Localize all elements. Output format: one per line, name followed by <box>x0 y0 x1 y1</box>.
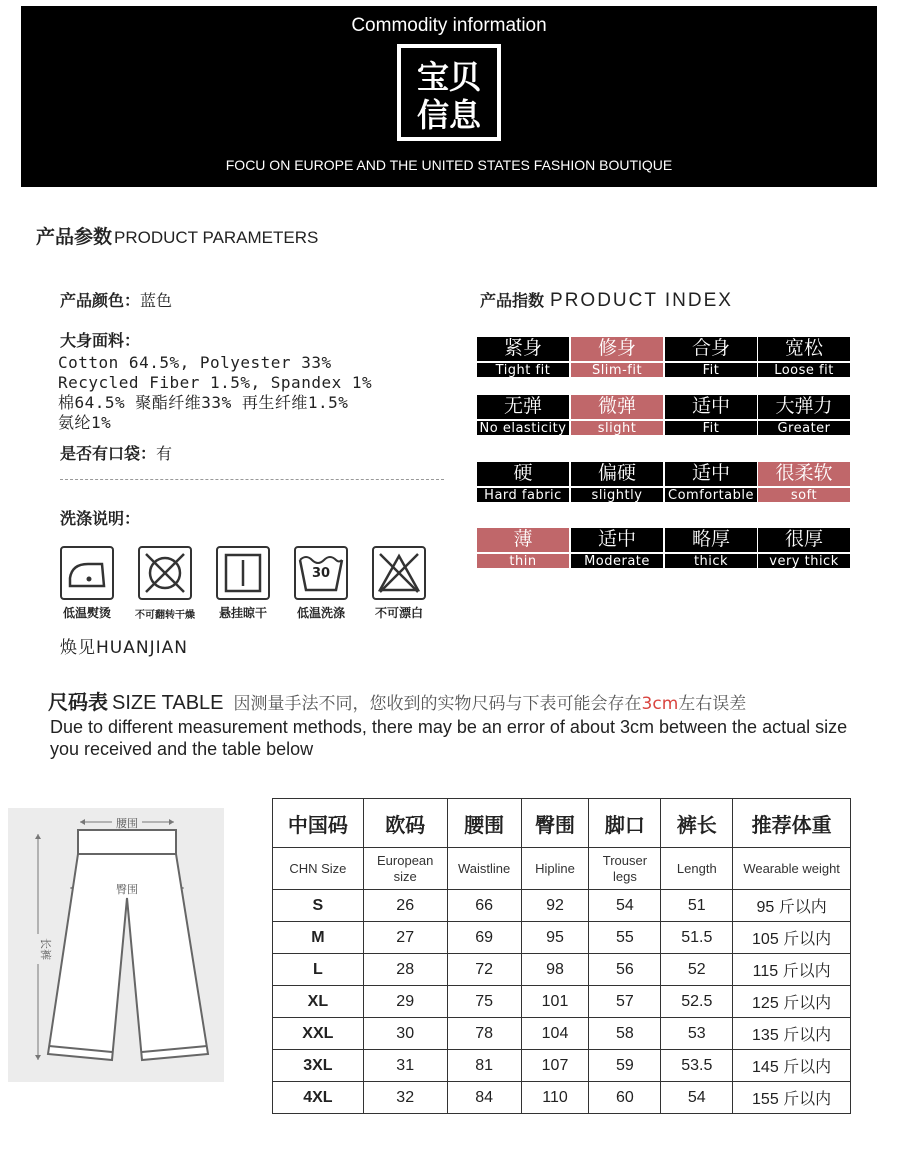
wash-temperature: 30 <box>311 566 331 581</box>
size-cell: 4XL <box>273 1082 364 1114</box>
care-label: 低温熨烫 <box>62 606 111 620</box>
table-row <box>273 1018 851 1050</box>
index-cell-cn: 略厚 <box>691 528 730 550</box>
index-cell-cn: 适中 <box>691 462 730 484</box>
header-en: CHN Size <box>273 848 364 890</box>
fabric-line: Recycled Fiber 1.5%, Spandex 1% <box>58 373 373 392</box>
care-label: 低温洗涤 <box>296 606 345 620</box>
table-row <box>273 1050 851 1082</box>
index-cell-en: soft <box>758 486 850 502</box>
header-row-en <box>273 848 851 890</box>
index-cell <box>571 462 663 502</box>
table-cell: 29 <box>363 986 447 1018</box>
index-cell <box>758 528 850 568</box>
header-cn: 中国码 <box>273 799 364 848</box>
table-cell: 58 <box>589 1018 661 1050</box>
header-cn: 腰围 <box>447 799 521 848</box>
table-cell: 95 <box>521 922 589 954</box>
care-label: 不可漂白 <box>374 606 423 620</box>
header-en: Length <box>661 848 733 890</box>
pocket-value: 有 <box>156 444 173 463</box>
index-cell-cn: 适中 <box>597 528 636 550</box>
header-banner <box>21 6 877 187</box>
size-cell: XXL <box>273 1018 364 1050</box>
index-cell <box>477 462 569 502</box>
index-cell-en: slight <box>571 419 663 435</box>
size-cell: S <box>273 890 364 922</box>
table-cell: 27 <box>363 922 447 954</box>
index-cell <box>758 395 850 435</box>
index-cell-cn: 适中 <box>691 395 730 417</box>
color-label: 产品颜色： <box>60 291 141 310</box>
table-row <box>273 922 851 954</box>
table-cell: 28 <box>363 954 447 986</box>
table-cell: 54 <box>589 890 661 922</box>
index-cell-cn: 很柔软 <box>775 462 833 484</box>
table-cell: 75 <box>447 986 521 1018</box>
table-cell: 95 斤以内 <box>733 890 851 922</box>
header-en: Waistline <box>447 848 521 890</box>
table-cell: 51.5 <box>661 922 733 954</box>
logo-line-1: 宝贝 <box>416 58 481 96</box>
table-cell: 104 <box>521 1018 589 1050</box>
table-cell: 107 <box>521 1050 589 1082</box>
index-cell-cn: 合身 <box>691 337 730 359</box>
table-cell: 84 <box>447 1082 521 1114</box>
no-tumble-dry-icon <box>138 546 192 600</box>
size-table-heading <box>48 686 746 715</box>
table-cell: 125 斤以内 <box>733 986 851 1018</box>
logo <box>397 44 501 141</box>
header-cn: 脚口 <box>589 799 661 848</box>
hang-dry-icon <box>216 546 270 600</box>
table-cell: 92 <box>521 890 589 922</box>
size-cell: M <box>273 922 364 954</box>
table-cell: 78 <box>447 1018 521 1050</box>
no-bleach-icon <box>372 546 426 600</box>
header-en: European size <box>363 848 447 890</box>
index-cell-selected <box>758 462 850 502</box>
header-en: Trouser legs <box>589 848 661 890</box>
table-cell: 26 <box>363 890 447 922</box>
table-cell: 57 <box>589 986 661 1018</box>
table-cell: 69 <box>447 922 521 954</box>
table-cell: 32 <box>363 1082 447 1114</box>
table-cell: 105 斤以内 <box>733 922 851 954</box>
table-row <box>273 986 851 1018</box>
waist-label: 腰围 <box>116 817 138 830</box>
fabric-line: Cotton 64.5%, Polyester 33% <box>58 353 332 372</box>
index-cell-en: Greater <box>758 419 850 435</box>
index-cell-cn: 无弹 <box>503 395 542 417</box>
table-cell: 53.5 <box>661 1050 733 1082</box>
params-heading-cn: 产品参数 <box>36 226 113 248</box>
table-cell: 54 <box>661 1082 733 1114</box>
table-cell: 135 斤以内 <box>733 1018 851 1050</box>
table-cell: 98 <box>521 954 589 986</box>
index-cell-en: thin <box>477 552 569 568</box>
index-row <box>477 528 851 568</box>
index-cell-cn: 大弹力 <box>775 395 833 417</box>
product-parameters-heading <box>36 222 318 249</box>
hip-label: 臀围 <box>116 883 138 896</box>
index-cell-en: thick <box>665 552 757 568</box>
table-cell: 145 斤以内 <box>733 1050 851 1082</box>
pocket-row <box>60 441 172 464</box>
index-cell <box>571 528 663 568</box>
index-row <box>477 395 851 435</box>
index-cell-en: Fit <box>665 361 757 377</box>
index-heading-cn: 产品指数 <box>480 291 545 310</box>
brand-name: 焕见HUANJIAN <box>60 638 188 658</box>
index-cell-en: Loose fit <box>758 361 850 377</box>
table-cell: 51 <box>661 890 733 922</box>
index-cell <box>477 395 569 435</box>
index-cell-en: very thick <box>758 552 850 568</box>
wash-30-icon <box>294 546 348 600</box>
size-cell: 3XL <box>273 1050 364 1082</box>
index-cell-selected <box>571 395 663 435</box>
length-label: 长裤 <box>39 938 52 960</box>
table-cell: 66 <box>447 890 521 922</box>
size-note-en: Due to different measurement methods, there may be an error of about 3cm between the actual size you received and the table below <box>50 717 848 759</box>
table-cell: 30 <box>363 1018 447 1050</box>
header-cn: 欧码 <box>363 799 447 848</box>
index-cell-en: Tight fit <box>477 361 569 377</box>
table-cell: 56 <box>589 954 661 986</box>
index-cell-en: Moderate <box>571 552 663 568</box>
index-cell <box>665 337 757 377</box>
product-index-heading <box>480 288 733 312</box>
index-cell-cn: 宽松 <box>784 337 823 359</box>
index-cell-cn: 薄 <box>513 528 533 550</box>
pocket-label: 是否有口袋： <box>60 444 157 463</box>
index-heading-en: PRODUCT INDEX <box>550 290 733 311</box>
index-cell <box>665 528 757 568</box>
index-cell-en: Hard fabric <box>477 486 569 502</box>
header-cn: 裤长 <box>661 799 733 848</box>
header-cn: 推荐体重 <box>733 799 851 848</box>
size-cell: XL <box>273 986 364 1018</box>
index-cell-selected <box>571 337 663 377</box>
index-cell-selected <box>477 528 569 568</box>
index-cell-cn: 硬 <box>513 462 533 484</box>
table-cell: 52.5 <box>661 986 733 1018</box>
index-cell-cn: 紧身 <box>503 337 542 359</box>
size-note-cn: 因测量手法不同，您收到的实物尺码与下表可能会存在3cm左右误差 <box>233 694 747 714</box>
size-heading-cn: 尺码表 <box>48 690 108 714</box>
table-cell: 115 斤以内 <box>733 954 851 986</box>
header-row-cn <box>273 799 851 848</box>
fabric-composition <box>58 353 372 433</box>
care-label: 悬挂晾干 <box>218 606 267 620</box>
index-cell-en: Comfortable <box>665 486 757 502</box>
index-row <box>477 337 851 377</box>
iron-low-icon <box>60 546 114 600</box>
table-cell: 60 <box>589 1082 661 1114</box>
index-cell-en: Fit <box>665 419 757 435</box>
header-en: Wearable weight <box>733 848 851 890</box>
color-row <box>60 288 172 311</box>
index-cell-en: Slim-fit <box>571 361 663 377</box>
table-row <box>273 954 851 986</box>
params-heading-en: PRODUCT PARAMETERS <box>114 228 319 247</box>
fabric-line: 氨纶1% <box>58 413 112 432</box>
table-cell: 52 <box>661 954 733 986</box>
table-cell: 81 <box>447 1050 521 1082</box>
care-heading: 洗涤说明： <box>60 509 141 528</box>
index-cell-cn: 修身 <box>597 337 636 359</box>
size-cell: L <box>273 954 364 986</box>
color-value: 蓝色 <box>140 291 173 310</box>
banner-subtitle: FOCU ON EUROPE AND THE UNITED STATES FASHION BOUTIQUE <box>225 157 673 173</box>
table-cell: 55 <box>589 922 661 954</box>
index-cell <box>665 395 757 435</box>
index-cell-en: slightly <box>571 486 663 502</box>
care-label: 不可翻转干燥 <box>135 610 195 621</box>
index-cell-cn: 偏硬 <box>597 462 636 484</box>
table-cell: 110 <box>521 1082 589 1114</box>
index-cell <box>477 337 569 377</box>
index-cell <box>758 337 850 377</box>
header-en: Hipline <box>521 848 589 890</box>
table-cell: 101 <box>521 986 589 1018</box>
index-cell <box>665 462 757 502</box>
index-cell-en: No elasticity <box>477 419 569 435</box>
pants-measurement-diagram <box>8 808 224 1082</box>
table-cell: 72 <box>447 954 521 986</box>
index-cell-cn: 微弹 <box>597 395 636 417</box>
fabric-label: 大身面料： <box>60 331 141 350</box>
logo-line-2: 信息 <box>416 96 481 134</box>
table-row <box>273 890 851 922</box>
table-cell: 53 <box>661 1018 733 1050</box>
table-row <box>273 1082 851 1114</box>
table-cell: 59 <box>589 1050 661 1082</box>
divider <box>60 479 444 480</box>
size-heading-en: SIZE TABLE <box>112 692 224 714</box>
fabric-line: 棉64.5% 聚酯纤维33% 再生纤维1.5% <box>58 393 349 412</box>
table-cell: 31 <box>363 1050 447 1082</box>
header-cn: 臀围 <box>521 799 589 848</box>
table-cell: 155 斤以内 <box>733 1082 851 1114</box>
banner-title: Commodity information <box>351 15 547 36</box>
index-row <box>477 462 851 502</box>
size-table <box>272 798 851 1114</box>
index-cell-cn: 很厚 <box>784 528 823 550</box>
